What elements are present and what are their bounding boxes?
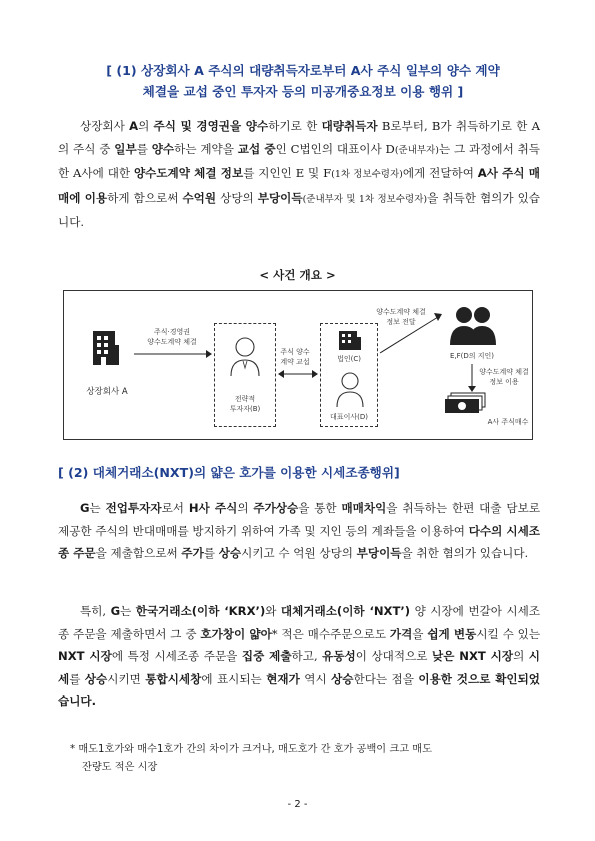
arrow3-label-line2: 정보 전달 (386, 318, 416, 326)
emphasis-text: 상승 (218, 546, 242, 560)
ef-label: E,F(D의 지인) (449, 352, 495, 360)
emphasis-text: 대체거래소(이하 ‘NXT’) (280, 604, 411, 618)
body-text: 상장회사 (80, 119, 130, 133)
body-text: 한다는 점을 (353, 671, 419, 686)
emphasis-text: 일부 (114, 141, 137, 156)
arrow3-label-line1: 양수도계약 체결 (376, 308, 426, 316)
case-overview-diagram (63, 290, 533, 440)
emphasis-text: 매매차익 (341, 501, 387, 515)
emphasis-text: A (129, 119, 139, 133)
arrow4-label-line2: 정보 이용 (489, 378, 519, 386)
people-icon (447, 305, 497, 347)
arrow1-label-line1: 주식·경영권 (153, 328, 191, 336)
body-text: 을 취득한 혐의가 있습니다. (58, 190, 540, 229)
arrow-right-icon (132, 349, 212, 359)
investor-label-line1: 전략적 (234, 395, 256, 403)
section1-heading (58, 60, 548, 102)
page-number: - 2 - (287, 799, 308, 810)
section2-heading: [ (2) 대체거래소(NXT)의 얇은 호가를 이용한 시세조종행위] (58, 465, 400, 480)
body-text: 인 C법인의 대표이사 D (275, 141, 395, 156)
emphasis-text: 대량취득자 (321, 119, 378, 133)
body-text: 하기로 한 (268, 119, 322, 133)
company-a-label: 상장회사 A (86, 387, 128, 397)
body-text: 는 그 과정에서 취득한 A사에 대한 (58, 141, 541, 180)
body-text: (준내부자 및 1차 정보수령자) (302, 193, 428, 205)
body-text: 을 (412, 626, 428, 641)
body-text: 에게 전달하여 (402, 166, 478, 180)
emphasis-text: 쉽게 변동 (427, 626, 477, 641)
ceo-d-label: 대표이사(D) (330, 413, 368, 421)
body-text: 을 취한 혐의가 있습니다. (401, 546, 529, 560)
arrow-down-icon (467, 364, 477, 392)
body-text: 상당의 (216, 190, 258, 205)
section1-heading-line2: 체결을 교섭 중인 투자자 등의 미공개중요정보 이용 행위 ] (142, 84, 464, 99)
footnote-line1: * 매도1호가와 매수1호가 간의 차이가 크거나, 매도호가 간 호가 공백이 크고 매도 (70, 744, 432, 755)
corporation-icon (335, 327, 365, 351)
body-text: 를 (69, 671, 85, 686)
emphasis-text: 수억원 (182, 190, 217, 205)
arrow2-label-line1: 주식 양수 (280, 348, 310, 356)
emphasis-text: 전업투자자 (105, 501, 162, 515)
body-text: 에 특정 시세조종 주문을 (111, 649, 242, 663)
emphasis-text: 유동성 (322, 649, 356, 663)
section1-paragraph (58, 115, 540, 234)
trade-label: A사 주식매수 (487, 418, 529, 426)
emphasis-text: 가격 (389, 626, 413, 641)
body-text: 특히, (80, 604, 111, 618)
body-text: 하고, (291, 649, 323, 663)
section1-heading-line1: [ (1) 상장회사 A 주식의 대량취득자로부터 A사 주식 일부의 양수 계약 (106, 63, 500, 78)
money-icon (445, 391, 487, 415)
emphasis-text: 호가창이 얇아 (200, 626, 272, 641)
body-text: (준내부자) (394, 144, 439, 156)
body-text: 를 지인인 E 및 F (243, 166, 332, 180)
emphasis-text: H사 주식 (188, 501, 238, 515)
emphasis-text: 현재가 (266, 671, 300, 686)
body-text: B로부터, B가 취득하기로 한 A의 주식 중 (58, 119, 541, 156)
emphasis-text: 상승 (84, 671, 108, 686)
body-text: 를 (203, 546, 219, 560)
investor-label-line2: 투자자(B) (229, 405, 261, 413)
emphasis-text: A사 주식 매매에 이용 (58, 166, 540, 205)
body-text: 하게 함으로써 (107, 190, 183, 205)
footnote-line2: 잔량도 적은 시장 (82, 762, 158, 773)
body-text: 을 제출함으로써 (95, 546, 182, 560)
emphasis-text: 집중 제출 (241, 649, 292, 663)
emphasis-text: 상승 (331, 671, 354, 686)
emphasis-text: 양수도계약 체결 정보 (133, 166, 244, 180)
body-text: * 적은 매수주문으로도 (271, 626, 390, 641)
body-text: 시키고 수 억원 상당의 (241, 546, 357, 560)
arrow-up-right-icon (378, 311, 444, 355)
body-text: 하는 계약을 (174, 141, 238, 156)
double-arrow-icon (278, 369, 318, 379)
body-text: 시키면 (107, 671, 146, 686)
person-icon (334, 370, 366, 408)
emphasis-text: 통합시세창 (145, 671, 202, 686)
body-text: 와 (265, 604, 281, 618)
emphasis-text: 낮은 NXT 시장 (432, 649, 514, 663)
emphasis-text: 양수 (151, 141, 175, 156)
footnote (70, 741, 550, 777)
emphasis-text: 다수의 시세조종 주문 (58, 523, 540, 560)
body-text: 는 (89, 501, 106, 515)
emphasis-text: 이용한 것으로 확인되었습니다. (58, 671, 540, 708)
body-text: 을 취득하는 한편 대출 담보로 제공한 주식의 반대매매를 방지하기 위하여 가족 및 지인 등의 계좌들을 이용하여 (58, 501, 541, 538)
corp-c-box (320, 323, 378, 427)
emphasis-text: 부당이득 (356, 546, 402, 560)
body-text: 시킬 수 있는 (476, 626, 541, 641)
arrow1-label-line2: 양수도계약 체결 (147, 338, 197, 346)
emphasis-text: 교섭 중 (237, 141, 276, 156)
body-text: 는 (120, 604, 136, 618)
emphasis-text: 시세 (58, 649, 540, 686)
investor-box (214, 323, 276, 427)
corp-c-label: 법인(C) (337, 355, 361, 363)
body-text: 의 (513, 649, 529, 663)
person-icon (227, 334, 263, 378)
emphasis-text: G (110, 604, 121, 618)
body-text: 로서 (161, 501, 189, 515)
emphasis-text: 부당이득 (257, 190, 303, 205)
body-text: (1차 정보수령자) (331, 169, 403, 180)
body-text: 역시 (299, 671, 332, 686)
body-text: 에 표시되는 (201, 671, 267, 686)
diagram-caption: < 사건 개요 > (259, 268, 336, 282)
emphasis-text: 주식 및 경영권을 양수 (153, 119, 269, 133)
emphasis-text: NXT 시장 (58, 649, 112, 663)
body-text: 이 상대적으로 (355, 649, 432, 663)
arrow4-label-line1: 양수도계약 체결 (479, 368, 529, 376)
emphasis-text: 주가상승 (253, 501, 299, 515)
section2-paragraph2 (58, 600, 540, 713)
building-icon (91, 327, 121, 367)
arrow2-label-line2: 계약 교섭 (280, 358, 310, 366)
body-text: 양 시장에 번갈아 시세조종 주문을 제출하면서 그 중 (58, 604, 540, 641)
body-text: 를 (136, 141, 152, 156)
section2-paragraph1 (58, 497, 540, 565)
emphasis-text: 주가 (181, 546, 204, 560)
body-text: 을 통한 (298, 501, 342, 515)
body-text: 의 (237, 501, 254, 515)
emphasis-text: G (80, 501, 90, 515)
emphasis-text: 한국거래소(이하 ‘KRX’) (135, 604, 266, 618)
body-text: 의 (138, 119, 154, 133)
